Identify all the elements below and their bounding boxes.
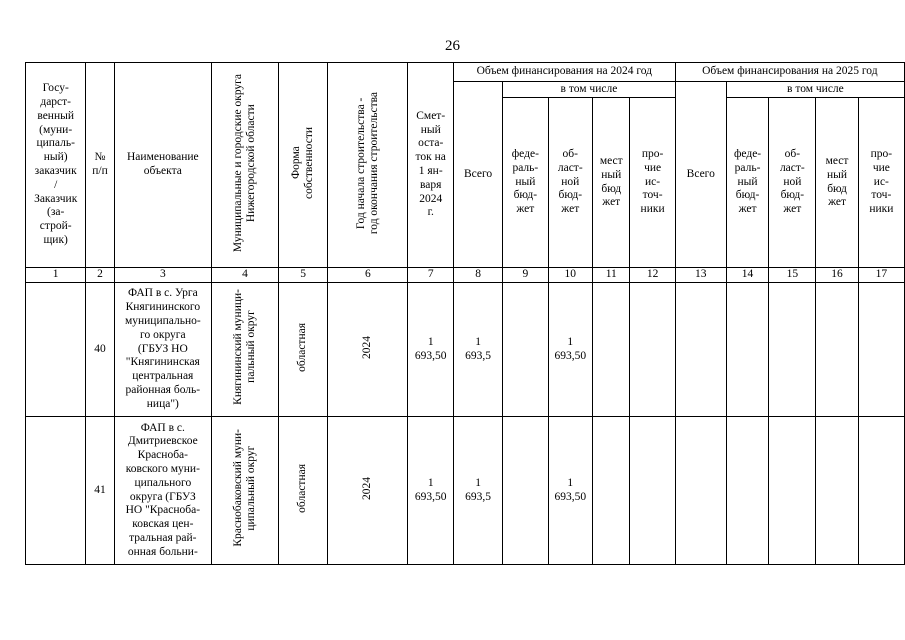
cell-federal-2024: [503, 417, 548, 565]
cell-customer: [26, 283, 86, 417]
cell-ownership: областная: [279, 283, 328, 417]
cell-customer: [26, 417, 86, 565]
cell-municipality: Княгининский муници- пальный округ: [211, 283, 278, 417]
page-number: 26: [445, 38, 460, 54]
header-federal-2025: феде- раль- ный бюд- жет: [726, 98, 768, 268]
financing-table: [25, 62, 905, 565]
column-number: 6: [328, 268, 408, 283]
header-balance: Смет- ный оста- ток на 1 ян- варя 2024 г.: [408, 63, 453, 268]
cell-federal-2025: [726, 283, 768, 417]
cell-local-2025: [816, 283, 858, 417]
header-regional-2025: об- ласт- ной бюд- жет: [769, 98, 816, 268]
header-fin-2024: Объем финансирования на 2024 год: [453, 63, 675, 82]
cell-object-name: ФАП в с. Урга Княгининского муниципально- го округа (ГБУЗ НО "Княгининская центральная районная боль- ница"): [114, 283, 211, 417]
column-number: 5: [279, 268, 328, 283]
header-incl-2024: в том числе: [503, 82, 676, 98]
header-municipality: Муниципальные и городские округа Нижегородской области: [211, 63, 278, 268]
header-total-2025: Всего: [675, 82, 726, 268]
column-number: 13: [675, 268, 726, 283]
cell-num: 41: [86, 417, 114, 565]
header-federal-2024: феде- раль- ный бюд- жет: [503, 98, 548, 268]
cell-federal-2025: [726, 417, 768, 565]
column-number: 17: [858, 268, 904, 283]
cell-federal-2024: [503, 283, 548, 417]
cell-total-2024: 1 693,5: [453, 417, 502, 565]
header-years: Год начала строительства - год окончания строительства: [328, 63, 408, 268]
cell-local-2025: [816, 417, 858, 565]
cell-num: 40: [86, 283, 114, 417]
cell-other-2025: [858, 283, 904, 417]
cell-total-2024: 1 693,5: [453, 283, 502, 417]
cell-year: 2024: [328, 417, 408, 565]
cell-other-2024: [630, 283, 675, 417]
table-row: [26, 417, 905, 565]
cell-regional-2024: 1 693,50: [548, 283, 593, 417]
column-number: 16: [816, 268, 858, 283]
column-number: 1: [26, 268, 86, 283]
cell-object-name: ФАП в с. Дмитриевское Краснoба- ковского муни- ципального округа (ГБУЗ НО "Красноба- ковская цен- тральная рай- онная больни-: [114, 417, 211, 565]
header-other-2025: про- чие ис- точ- ники: [858, 98, 904, 268]
table-row: [26, 283, 905, 417]
cell-municipality: Краснобаковский муни- ципальный округ: [211, 417, 278, 565]
cell-local-2024: [593, 283, 630, 417]
column-number: 11: [593, 268, 630, 283]
header-name: Наименование объекта: [114, 63, 211, 268]
cell-regional-2024: 1 693,50: [548, 417, 593, 565]
header-regional-2024: об- ласт- ной бюд- жет: [548, 98, 593, 268]
column-number: 14: [726, 268, 768, 283]
cell-total-2025: [675, 283, 726, 417]
cell-regional-2025: [769, 417, 816, 565]
header-ownership: Форма собственности: [279, 63, 328, 268]
header-other-2024: про- чие ис- точ- ники: [630, 98, 675, 268]
cell-regional-2025: [769, 283, 816, 417]
column-number: 8: [453, 268, 502, 283]
cell-year: 2024: [328, 283, 408, 417]
header-local-2024: мест ный бюд жет: [593, 98, 630, 268]
column-number: 4: [211, 268, 278, 283]
header-customer: Госу- дарст- венный (муни- ципаль- ный) заказчик / Заказчик (за- строй- щик): [26, 63, 86, 268]
header-total-2024: Всего: [453, 82, 502, 268]
header-fin-2025: Объем финансирования на 2025 год: [675, 63, 904, 82]
cell-balance: 1 693,50: [408, 283, 453, 417]
header-local-2025: мест ный бюд жет: [816, 98, 858, 268]
cell-balance: 1 693,50: [408, 417, 453, 565]
header-incl-2025: в том числе: [726, 82, 904, 98]
column-number: 10: [548, 268, 593, 283]
column-number: 9: [503, 268, 548, 283]
cell-ownership: областная: [279, 417, 328, 565]
header-num: № п/п: [86, 63, 114, 268]
cell-other-2024: [630, 417, 675, 565]
column-number: 12: [630, 268, 675, 283]
cell-local-2024: [593, 417, 630, 565]
cell-total-2025: [675, 417, 726, 565]
column-numbers-row: [26, 268, 905, 283]
column-number: 7: [408, 268, 453, 283]
column-number: 3: [114, 268, 211, 283]
cell-other-2025: [858, 417, 904, 565]
column-number: 2: [86, 268, 114, 283]
column-number: 15: [769, 268, 816, 283]
